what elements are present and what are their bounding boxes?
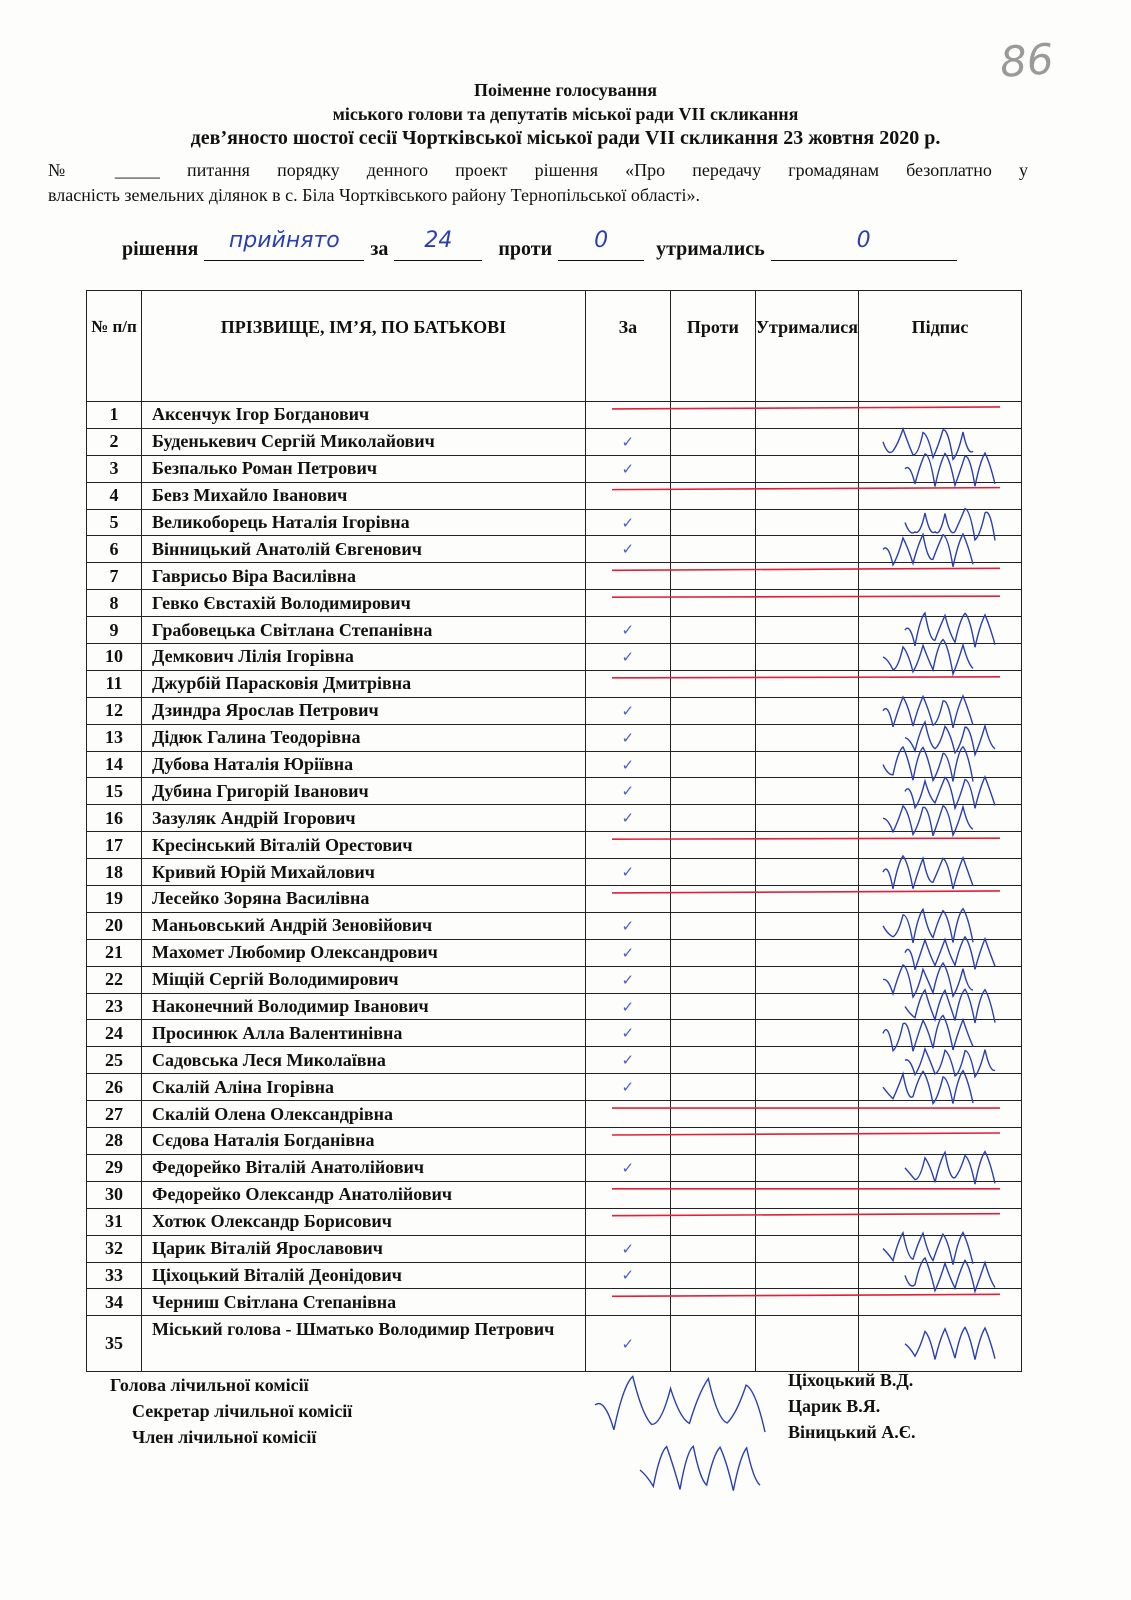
vote-abstain xyxy=(755,805,858,832)
vote-against xyxy=(670,993,755,1020)
deputy-name: Ціхоцький Віталій Деонідович xyxy=(142,1262,586,1289)
proty-label: проти xyxy=(498,238,553,260)
vote-abstain xyxy=(755,428,858,455)
vote-for: ✓ xyxy=(585,939,670,966)
vote-for: ✓ xyxy=(585,993,670,1020)
row-number: 35 xyxy=(87,1316,142,1372)
vote-for: ✓ xyxy=(585,966,670,993)
deputy-name: Кресінський Віталій Орестович xyxy=(142,832,586,859)
vote-against xyxy=(670,402,755,429)
vote-abstain xyxy=(755,724,858,751)
table-row xyxy=(87,886,1022,913)
header-sign: Підпис xyxy=(859,291,1022,402)
deputy-name: Сєдова Наталія Богданівна xyxy=(142,1128,586,1155)
vote-abstain xyxy=(755,1074,858,1101)
vote-for: ✓ xyxy=(585,912,670,939)
vote-for: ✓ xyxy=(585,805,670,832)
voting-table xyxy=(86,290,1022,1372)
deputy-name: Кривий Юрій Михайлович xyxy=(142,859,586,886)
vote-abstain xyxy=(755,1316,858,1372)
signature-cell xyxy=(859,1101,1022,1128)
table-row xyxy=(87,966,1022,993)
role-chair: Голова лічильної комісії xyxy=(110,1375,309,1395)
deputy-name: Гаврисьо Віра Василівна xyxy=(142,563,586,590)
signature-cell xyxy=(859,670,1022,697)
vote-against xyxy=(670,428,755,455)
vote-abstain xyxy=(755,482,858,509)
vote-for xyxy=(585,590,670,617)
signature-cell xyxy=(859,832,1022,859)
deputy-name: Джурбій Парасковія Дмитрівна xyxy=(142,670,586,697)
table-row xyxy=(87,617,1022,644)
signature-cell xyxy=(859,724,1022,751)
vote-against xyxy=(670,509,755,536)
row-number: 6 xyxy=(87,536,142,563)
table-row xyxy=(87,1047,1022,1074)
vote-abstain xyxy=(755,993,858,1020)
utrym-label: утримались xyxy=(656,238,765,260)
vote-for xyxy=(585,1289,670,1316)
signature-cell xyxy=(859,482,1022,509)
deputy-name: Дідюк Галина Теодорівна xyxy=(142,724,586,751)
table-row xyxy=(87,455,1022,482)
header-utrym: Утрималися xyxy=(755,291,858,402)
row-number: 3 xyxy=(87,455,142,482)
agenda-line-1: № _____ питання порядку денного проект рішення «Про передачу громадянам безоплатно у xyxy=(48,160,1028,180)
table-row xyxy=(87,993,1022,1020)
vote-abstain xyxy=(755,590,858,617)
signature-cell xyxy=(859,563,1022,590)
vote-abstain xyxy=(755,536,858,563)
vote-for: ✓ xyxy=(585,859,670,886)
vote-for: ✓ xyxy=(585,697,670,724)
deputy-name: Черниш Світлана Степанівна xyxy=(142,1289,586,1316)
row-number: 9 xyxy=(87,617,142,644)
vote-against xyxy=(670,1047,755,1074)
vote-abstain xyxy=(755,1208,858,1235)
table-header-row xyxy=(87,291,1022,402)
commission-roles xyxy=(110,1372,352,1450)
vote-abstain xyxy=(755,966,858,993)
vote-against xyxy=(670,482,755,509)
deputy-name: Буденькевич Сергій Миколайович xyxy=(142,428,586,455)
deputy-name: Міщій Сергій Володимирович xyxy=(142,966,586,993)
table-row xyxy=(87,1128,1022,1155)
table-row xyxy=(87,697,1022,724)
deputy-name: Великоборець Наталія Ігорівна xyxy=(142,509,586,536)
deputy-name: Федорейко Олександр Анатолійович xyxy=(142,1181,586,1208)
utrym-value: 0 xyxy=(856,228,871,253)
table-row xyxy=(87,1181,1022,1208)
vote-abstain xyxy=(755,751,858,778)
signature-cell xyxy=(859,805,1022,832)
table-row xyxy=(87,778,1022,805)
row-number: 31 xyxy=(87,1208,142,1235)
vote-for xyxy=(585,670,670,697)
signature-cell xyxy=(859,644,1022,671)
deputy-name: Дзиндра Ярослав Петрович xyxy=(142,697,586,724)
vote-for xyxy=(585,1208,670,1235)
vote-for xyxy=(585,1101,670,1128)
row-number: 33 xyxy=(87,1262,142,1289)
vote-abstain xyxy=(755,1047,858,1074)
vote-against xyxy=(670,966,755,993)
session-title: дев’яносто шостої сесії Чортківської міської ради VII скликання 23 жовтня 2020 р. xyxy=(190,127,941,149)
table-row xyxy=(87,482,1022,509)
vote-against xyxy=(670,670,755,697)
table-row xyxy=(87,1074,1022,1101)
row-number: 24 xyxy=(87,1020,142,1047)
vote-abstain xyxy=(755,509,858,536)
vote-for: ✓ xyxy=(585,644,670,671)
vote-against xyxy=(670,1289,755,1316)
vote-against xyxy=(670,912,755,939)
vote-for xyxy=(585,886,670,913)
vote-abstain xyxy=(755,939,858,966)
table-row xyxy=(87,805,1022,832)
deputy-name: Махомет Любомир Олександрович xyxy=(142,939,586,966)
vote-against xyxy=(670,617,755,644)
name-secretary: Царик В.Я. xyxy=(788,1396,881,1416)
signature-cell xyxy=(859,1128,1022,1155)
vote-for: ✓ xyxy=(585,617,670,644)
role-member: Член лічильної комісії xyxy=(132,1427,317,1447)
deputy-name: Лесейко Зоряна Василівна xyxy=(142,886,586,913)
signature-cell xyxy=(859,912,1022,939)
utrym-value-field xyxy=(771,228,957,261)
vote-abstain xyxy=(755,912,858,939)
vote-abstain xyxy=(755,644,858,671)
vote-for xyxy=(585,402,670,429)
vote-against xyxy=(670,1101,755,1128)
deputy-name: Хотюк Олександр Борисович xyxy=(142,1208,586,1235)
deputy-name: Царик Віталій Ярославович xyxy=(142,1235,586,1262)
signature-cell xyxy=(859,1047,1022,1074)
table-row xyxy=(87,939,1022,966)
signature-scribble xyxy=(595,1376,765,1432)
table-row xyxy=(87,536,1022,563)
vote-abstain xyxy=(755,1262,858,1289)
signature-cell xyxy=(859,1289,1022,1316)
signature-cell xyxy=(859,886,1022,913)
signature-cell xyxy=(859,1208,1022,1235)
proty-value: 0 xyxy=(594,228,609,253)
vote-for: ✓ xyxy=(585,428,670,455)
row-number: 12 xyxy=(87,697,142,724)
vote-against xyxy=(670,778,755,805)
row-number: 21 xyxy=(87,939,142,966)
vote-abstain xyxy=(755,859,858,886)
row-number: 25 xyxy=(87,1047,142,1074)
row-number: 29 xyxy=(87,1154,142,1181)
document-title: Поіменне голосування xyxy=(473,80,658,100)
deputy-name: Скалій Аліна Ігорівна xyxy=(142,1074,586,1101)
vote-for: ✓ xyxy=(585,1235,670,1262)
table-row xyxy=(87,563,1022,590)
role-secretary: Секретар лічильної комісії xyxy=(132,1401,353,1421)
proty-value-field xyxy=(558,228,644,261)
row-number: 14 xyxy=(87,751,142,778)
signature-cell xyxy=(859,778,1022,805)
vote-abstain xyxy=(755,886,858,913)
row-number: 10 xyxy=(87,644,142,671)
deputy-name: Аксенчук Ігор Богданович xyxy=(142,402,586,429)
header-name: ПРІЗВИЩЕ, ІМ’Я, ПО БАТЬКОВІ xyxy=(142,291,586,402)
table-row xyxy=(87,590,1022,617)
decision-line xyxy=(122,228,957,261)
vote-against xyxy=(670,1074,755,1101)
signature-cell xyxy=(859,402,1022,429)
commission-names xyxy=(788,1367,915,1445)
row-number: 1 xyxy=(87,402,142,429)
vote-abstain xyxy=(755,778,858,805)
row-number: 27 xyxy=(87,1101,142,1128)
decision-label: рішення xyxy=(122,238,199,260)
deputy-name: Скалій Олена Олександрівна xyxy=(142,1101,586,1128)
row-number: 32 xyxy=(87,1235,142,1262)
vote-for: ✓ xyxy=(585,1020,670,1047)
agenda-line-2: власність земельних ділянок в с. Біла Чортківського району Тернопільської області». xyxy=(48,185,700,205)
vote-for xyxy=(585,563,670,590)
vote-for: ✓ xyxy=(585,1047,670,1074)
row-number: 17 xyxy=(87,832,142,859)
signature-cell xyxy=(859,939,1022,966)
vote-against xyxy=(670,1154,755,1181)
table-row xyxy=(87,1101,1022,1128)
deputy-name: Просинюк Алла Валентинівна xyxy=(142,1020,586,1047)
table-row xyxy=(87,1262,1022,1289)
row-number: 16 xyxy=(87,805,142,832)
table-row xyxy=(87,1154,1022,1181)
za-label: за xyxy=(370,238,389,260)
za-value: 24 xyxy=(424,228,453,253)
table-row xyxy=(87,859,1022,886)
header-proty: Проти xyxy=(670,291,755,402)
table-row xyxy=(87,832,1022,859)
signature-cell xyxy=(859,697,1022,724)
table-row xyxy=(87,1208,1022,1235)
signature-cell xyxy=(859,509,1022,536)
page-number: 86 xyxy=(998,34,1056,87)
vote-against xyxy=(670,590,755,617)
vote-against xyxy=(670,724,755,751)
signature-scribble xyxy=(640,1446,760,1490)
vote-for xyxy=(585,482,670,509)
deputy-name: Садовська Леся Миколаївна xyxy=(142,1047,586,1074)
deputy-name: Наконечний Володимир Іванович xyxy=(142,993,586,1020)
vote-against xyxy=(670,1235,755,1262)
row-number: 19 xyxy=(87,886,142,913)
table-row xyxy=(87,644,1022,671)
vote-abstain xyxy=(755,832,858,859)
table-row xyxy=(87,1020,1022,1047)
deputy-name: Федорейко Віталій Анатолійович xyxy=(142,1154,586,1181)
signature-cell xyxy=(859,1181,1022,1208)
vote-for: ✓ xyxy=(585,751,670,778)
row-number: 15 xyxy=(87,778,142,805)
vote-against xyxy=(670,1208,755,1235)
signature-cell xyxy=(859,859,1022,886)
vote-for xyxy=(585,1181,670,1208)
decision-value-field xyxy=(204,228,364,261)
vote-abstain xyxy=(755,563,858,590)
table-row xyxy=(87,751,1022,778)
vote-against xyxy=(670,1020,755,1047)
vote-abstain xyxy=(755,1289,858,1316)
row-number: 2 xyxy=(87,428,142,455)
vote-for: ✓ xyxy=(585,536,670,563)
signature-cell xyxy=(859,1262,1022,1289)
row-number: 30 xyxy=(87,1181,142,1208)
row-number: 11 xyxy=(87,670,142,697)
document-subtitle: міського голови та депутатів міської ради VII скликання xyxy=(332,104,799,124)
vote-for: ✓ xyxy=(585,455,670,482)
deputy-name: Бевз Михайло Іванович xyxy=(142,482,586,509)
vote-for: ✓ xyxy=(585,1316,670,1372)
table-row xyxy=(87,1235,1022,1262)
vote-against xyxy=(670,939,755,966)
vote-abstain xyxy=(755,1154,858,1181)
deputy-name: Дубина Григорій Іванович xyxy=(142,778,586,805)
vote-against xyxy=(670,1262,755,1289)
table-row xyxy=(87,428,1022,455)
deputy-name: Міський голова - Шматько Володимир Петрович xyxy=(142,1316,586,1372)
table-row xyxy=(87,724,1022,751)
table-row xyxy=(87,670,1022,697)
deputy-name: Грабовецька Світлана Степанівна xyxy=(142,617,586,644)
deputy-name: Вінницький Анатолій Євгенович xyxy=(142,536,586,563)
signature-cell xyxy=(859,966,1022,993)
signature-cell xyxy=(859,751,1022,778)
vote-abstain xyxy=(755,402,858,429)
signature-cell xyxy=(859,1020,1022,1047)
decision-value: прийнято xyxy=(228,228,340,253)
deputy-name: Зазуляк Андрій Ігорович xyxy=(142,805,586,832)
signature-cell xyxy=(859,590,1022,617)
za-value-field xyxy=(394,228,482,261)
vote-for xyxy=(585,832,670,859)
deputy-name: Дубова Наталія Юріївна xyxy=(142,751,586,778)
signature-cell xyxy=(859,1235,1022,1262)
row-number: 4 xyxy=(87,482,142,509)
vote-abstain xyxy=(755,1020,858,1047)
vote-abstain xyxy=(755,697,858,724)
table-row xyxy=(87,402,1022,429)
signature-cell xyxy=(859,536,1022,563)
vote-for: ✓ xyxy=(585,1074,670,1101)
vote-against xyxy=(670,805,755,832)
vote-against xyxy=(670,886,755,913)
signature-cell xyxy=(859,1316,1022,1372)
row-number: 22 xyxy=(87,966,142,993)
vote-against xyxy=(670,455,755,482)
vote-abstain xyxy=(755,617,858,644)
row-number: 7 xyxy=(87,563,142,590)
signature-cell xyxy=(859,993,1022,1020)
vote-against xyxy=(670,832,755,859)
vote-for xyxy=(585,1128,670,1155)
vote-against xyxy=(670,644,755,671)
table-row xyxy=(87,509,1022,536)
vote-for: ✓ xyxy=(585,1262,670,1289)
agenda-item xyxy=(48,158,1028,208)
name-member: Віницький А.Є. xyxy=(788,1422,916,1442)
row-number: 26 xyxy=(87,1074,142,1101)
vote-abstain xyxy=(755,455,858,482)
vote-abstain xyxy=(755,1128,858,1155)
row-number: 20 xyxy=(87,912,142,939)
vote-for: ✓ xyxy=(585,509,670,536)
table-row xyxy=(87,1289,1022,1316)
signature-cell xyxy=(859,1154,1022,1181)
row-number: 23 xyxy=(87,993,142,1020)
vote-for: ✓ xyxy=(585,724,670,751)
row-number: 8 xyxy=(87,590,142,617)
signature-cell xyxy=(859,455,1022,482)
signature-cell xyxy=(859,617,1022,644)
table-row xyxy=(87,1316,1022,1372)
vote-for: ✓ xyxy=(585,778,670,805)
vote-against xyxy=(670,859,755,886)
table-body xyxy=(87,402,1022,1372)
vote-against xyxy=(670,563,755,590)
vote-abstain xyxy=(755,1181,858,1208)
vote-abstain xyxy=(755,670,858,697)
vote-for: ✓ xyxy=(585,1154,670,1181)
vote-against xyxy=(670,1316,755,1372)
vote-against xyxy=(670,1181,755,1208)
deputy-name: Гевко Євстахій Володимирович xyxy=(142,590,586,617)
header-za: За xyxy=(585,291,670,402)
vote-abstain xyxy=(755,1101,858,1128)
deputy-name: Демкович Лілія Ігорівна xyxy=(142,644,586,671)
deputy-name: Маньовський Андрій Зеновійович xyxy=(142,912,586,939)
row-number: 18 xyxy=(87,859,142,886)
vote-against xyxy=(670,751,755,778)
header-num: № п/п xyxy=(87,291,142,402)
row-number: 28 xyxy=(87,1128,142,1155)
vote-abstain xyxy=(755,1235,858,1262)
vote-against xyxy=(670,1128,755,1155)
deputy-name: Безпалько Роман Петрович xyxy=(142,455,586,482)
row-number: 13 xyxy=(87,724,142,751)
row-number: 34 xyxy=(87,1289,142,1316)
row-number: 5 xyxy=(87,509,142,536)
vote-against xyxy=(670,536,755,563)
signature-cell xyxy=(859,428,1022,455)
name-chair: Ціхоцький В.Д. xyxy=(788,1370,914,1390)
signature-cell xyxy=(859,1074,1022,1101)
vote-against xyxy=(670,697,755,724)
table-row xyxy=(87,912,1022,939)
